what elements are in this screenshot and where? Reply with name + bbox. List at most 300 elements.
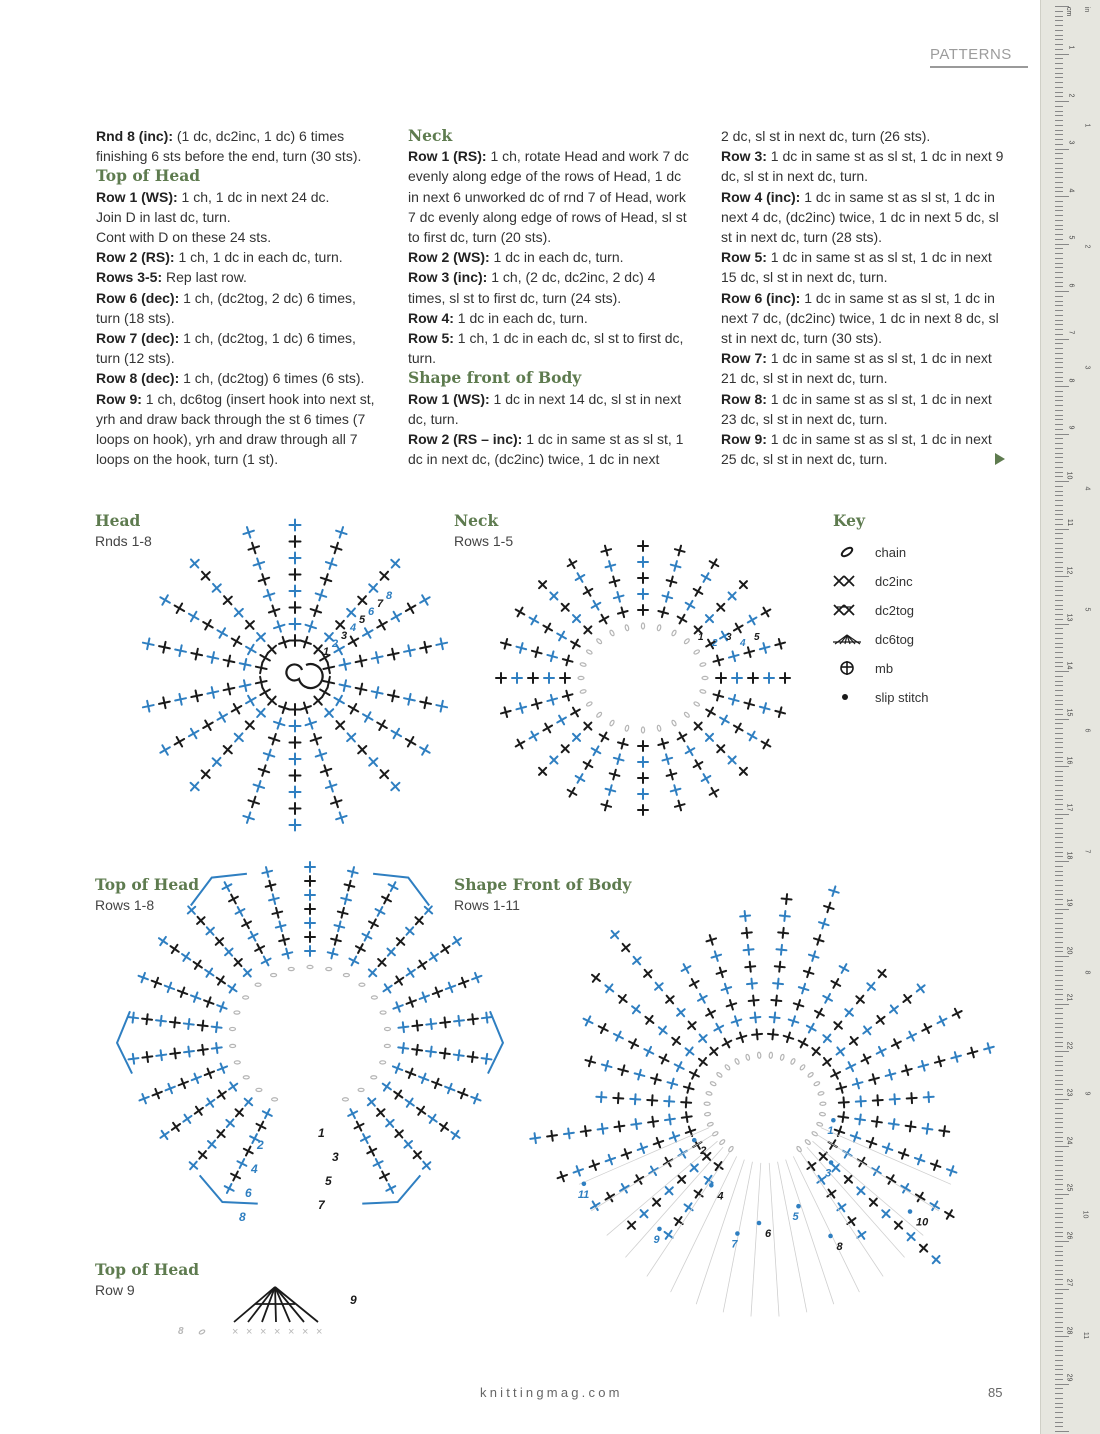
ruler-tick	[1055, 301, 1063, 302]
dc-stitch-icon	[837, 962, 851, 976]
row-number-label: 7	[318, 1198, 325, 1212]
dc-stitch-icon	[346, 701, 361, 716]
chain-icon	[586, 701, 593, 707]
dc-stitch-icon	[206, 651, 219, 664]
dc-stitch-icon	[457, 976, 470, 989]
dc-stitch-icon	[565, 785, 579, 799]
row-text: 1 ch, (dc2tog, 2 dc) 6 times, turn (18 sts).	[96, 289, 356, 326]
dc-stitch-icon: ×	[274, 1326, 281, 1338]
row-text: Join D in last dc, turn.	[96, 208, 231, 225]
dc-stitch-icon	[190, 1072, 203, 1085]
dc-stitch-icon	[874, 1045, 887, 1058]
dc-stitch-icon	[627, 1037, 640, 1050]
ruler-tick	[1055, 1270, 1063, 1271]
key-item-chain	[833, 541, 906, 563]
chain-icon	[326, 967, 332, 970]
ruler-tick	[1055, 761, 1063, 762]
dc-stitch-icon	[767, 1029, 778, 1040]
ruler-tick	[1055, 543, 1063, 544]
dc-stitch-icon	[381, 982, 395, 996]
dc-stitch-icon	[186, 726, 201, 741]
dc-stitch-icon	[597, 1123, 608, 1134]
ruler-tick	[1055, 700, 1063, 701]
dc-stitch-icon	[638, 605, 648, 615]
dc-stitch-icon	[375, 955, 389, 969]
ruler-tick	[1055, 134, 1063, 135]
ruler-tick	[1055, 1403, 1063, 1404]
ruler-tick	[1055, 196, 1069, 197]
dc-stitch-icon	[602, 981, 616, 995]
dc-stitch-icon	[617, 738, 629, 750]
ruler-tick	[1055, 11, 1063, 12]
dc-stitch-icon	[816, 1149, 830, 1163]
dc-stitch-icon	[787, 1015, 800, 1028]
row-number-label: 7	[377, 598, 384, 610]
chain-icon	[343, 973, 349, 976]
dc-stitch-icon	[367, 917, 381, 931]
ruler-tick	[1055, 690, 1063, 691]
dc-stitch-icon	[371, 1157, 384, 1170]
slip-stitch-icon	[735, 1231, 740, 1236]
dc-stitch-icon	[338, 658, 351, 671]
row-number-label: 8	[239, 1210, 246, 1224]
dc-stitch-icon	[232, 1106, 246, 1120]
dc-stitch-icon	[226, 1080, 240, 1094]
key-item-dc6tog	[833, 628, 914, 650]
key-item-label: dc6tog	[875, 631, 915, 647]
dc-stitch-icon	[183, 1046, 194, 1057]
dc-stitch-icon	[652, 979, 666, 993]
dc-stitch-icon	[247, 795, 261, 809]
ruler-tick	[1055, 476, 1063, 477]
row-text: Rep last row.	[162, 269, 247, 286]
dc-stitch-icon	[743, 944, 754, 955]
ruler-cm-label: 18	[1065, 851, 1073, 859]
ruler-tick	[1055, 814, 1069, 815]
row-label: Row 4 (inc):	[721, 188, 801, 205]
dc-stitch-icon	[214, 974, 228, 988]
ruler-tick	[1055, 1255, 1063, 1256]
chain-icon	[796, 1146, 802, 1153]
ruler-tick	[1055, 177, 1063, 178]
pattern-instruction	[96, 389, 382, 470]
chain-icon	[271, 973, 277, 976]
front-body-stitch-diagram	[520, 862, 1010, 1342]
dc-stitch-icon	[683, 598, 697, 612]
dc-stitch-icon	[860, 1023, 874, 1037]
dc-stitch-icon	[440, 1017, 451, 1028]
slip-stitch-icon	[833, 687, 875, 707]
slip-stitch-guide-line	[625, 1147, 723, 1257]
dc-stitch-icon	[641, 967, 655, 981]
ruler-tick	[1055, 182, 1063, 183]
dc-stitch-icon	[704, 705, 718, 719]
dc-stitch-icon	[170, 1048, 181, 1059]
ruler-tick	[1055, 244, 1069, 245]
ruler-tick	[1055, 1122, 1063, 1123]
dc-stitch-icon	[176, 986, 189, 999]
dc-stitch-icon	[732, 673, 742, 683]
chain-icon	[234, 1011, 240, 1014]
dc-stitch-icon	[872, 1095, 883, 1106]
dc-stitch-icon	[699, 571, 713, 585]
dc-stitch-icon	[398, 1022, 409, 1033]
ruler-tick	[1055, 63, 1063, 64]
ruler-tick	[1055, 187, 1063, 188]
key-item-label: mb	[875, 660, 894, 676]
dc-stitch-icon	[707, 557, 721, 571]
dc-stitch-icon	[748, 995, 759, 1006]
dc-stitch-icon	[661, 591, 673, 603]
dc-stitch-icon	[675, 730, 689, 744]
ruler-tick	[1055, 495, 1063, 496]
dc-stitch-icon	[691, 719, 705, 733]
dc-stitch-icon	[322, 661, 335, 674]
ruler-tick	[1055, 381, 1063, 382]
dc-stitch-icon	[672, 1060, 685, 1073]
ruler-tick	[1055, 1355, 1063, 1356]
chain-icon	[684, 638, 691, 645]
key-item-dc2inc	[833, 570, 913, 592]
pattern-instruction	[721, 126, 1007, 146]
dc-stitch-icon	[657, 738, 669, 750]
dc-stitch-icon	[779, 910, 790, 921]
row-text: Cont with D on these 24 sts.	[96, 229, 272, 246]
ruler-tick	[1055, 1189, 1063, 1190]
dc-stitch-icon	[584, 1055, 596, 1067]
dc-stitch-icon	[707, 785, 721, 799]
chain-icon	[804, 1139, 811, 1145]
ruler-tick	[1055, 1336, 1069, 1337]
row-number-label: 2	[257, 1138, 264, 1152]
ruler-tick	[1055, 1426, 1063, 1427]
ruler-tick	[1055, 1118, 1063, 1119]
pattern-instruction	[721, 389, 1007, 429]
chain-icon	[380, 1011, 386, 1014]
row-text: 1 dc in same st as sl st, 1 dc in next 23 dc, sl st in next dc, turn.	[721, 390, 992, 427]
slip-stitch-icon	[757, 1221, 762, 1226]
chain-icon	[813, 1081, 820, 1087]
dc-stitch-icon	[225, 982, 239, 996]
row-text: (1 dc, dc2inc, 1 dc) 6 times finishing 6 sts before the end, turn (30 sts).	[96, 128, 362, 165]
dc-stitch-icon	[253, 705, 269, 721]
chain-icon	[234, 1061, 240, 1064]
chain-icon	[807, 1072, 814, 1078]
dc-stitch-icon	[630, 954, 644, 968]
chain-icon	[371, 1076, 377, 1079]
dc-stitch-icon	[740, 910, 751, 921]
ruler-tick	[1055, 633, 1063, 634]
ruler-tick	[1055, 904, 1063, 905]
ruler-tick	[1055, 581, 1063, 582]
dc-stitch-icon	[128, 1053, 139, 1064]
ruler-tick	[1055, 329, 1063, 330]
dc-stitch-icon	[712, 689, 724, 701]
chain-icon	[820, 1102, 826, 1106]
ruler-inch-label: 2	[1083, 244, 1091, 249]
ruler-tick	[1055, 101, 1069, 102]
dc-stitch-icon	[439, 1048, 450, 1059]
ruler-tick	[1055, 405, 1063, 406]
dc-stitch-icon	[243, 693, 258, 708]
row-number-label: 5	[754, 632, 760, 643]
dc-stitch-icon	[604, 560, 616, 572]
ruler-tick	[1055, 1170, 1063, 1171]
dc-stitch-icon	[426, 1018, 437, 1029]
ruler-tick	[1055, 334, 1063, 335]
dc-stitch-icon	[835, 1082, 847, 1094]
dc-stitch-icon	[685, 1018, 699, 1032]
dc-stitch-icon	[338, 679, 351, 692]
ruler-tick	[1055, 514, 1063, 515]
dc-stitch-icon	[500, 706, 512, 718]
dc-stitch-icon	[527, 613, 541, 627]
dc-stitch-icon	[324, 779, 338, 793]
dc-stitch-icon	[917, 1060, 929, 1072]
ruler-tick	[1055, 975, 1063, 976]
dc-stitch-icon	[242, 525, 256, 539]
chart-sub-neck: Rows 1-5	[454, 533, 514, 549]
dc-stitch-icon	[901, 1064, 913, 1076]
ruler-tick	[1055, 510, 1063, 511]
ruler-inch-label: 9	[1083, 1091, 1091, 1096]
ruler-tick	[1055, 286, 1063, 287]
dc-stitch-icon	[205, 1137, 219, 1151]
ruler-tick	[1055, 1108, 1063, 1109]
row-number-label: 1	[323, 646, 330, 658]
ruler-tick	[1055, 1327, 1063, 1328]
chain-icon	[625, 725, 630, 732]
chain-icon	[272, 1098, 278, 1101]
dc-stitch-icon	[856, 1096, 867, 1107]
dc-stitch-icon	[687, 977, 701, 991]
dc-stitch-icon	[258, 685, 273, 700]
dc-stitch-icon	[581, 719, 595, 733]
pattern-instruction	[408, 429, 694, 469]
dc-stitch-icon	[355, 683, 368, 696]
dc-stitch-icon	[277, 701, 291, 715]
ruler-tick	[1055, 358, 1063, 359]
dc-stitch-icon	[731, 621, 745, 635]
ruler-tick	[1055, 624, 1069, 625]
ruler-tick	[1055, 1232, 1063, 1233]
dc-stitch-icon	[174, 693, 187, 706]
dc-stitch-icon	[254, 1119, 267, 1132]
dc-stitch-icon	[365, 1144, 378, 1157]
ruler-tick	[1055, 139, 1063, 140]
dc2inc-icon	[833, 571, 875, 591]
dc-stitch-icon	[513, 605, 527, 619]
dc-stitch-icon	[403, 693, 416, 706]
dc-stitch-icon	[156, 934, 170, 948]
dc-stitch-icon	[290, 602, 301, 613]
ruler-tick	[1055, 999, 1063, 1000]
dc-stitch-icon	[343, 730, 359, 746]
dc-stitch-icon	[233, 905, 247, 919]
slip-stitch-guide-line	[807, 1147, 905, 1257]
ruler-tick	[1055, 1075, 1063, 1076]
row-text: 1 ch, (dc2tog, 1 dc) 6 times, turn (12 sts).	[96, 330, 356, 367]
dc-stitch-icon	[682, 1044, 696, 1058]
chart-title-top-head: Top of Head	[95, 875, 200, 894]
dc-stitch-icon	[321, 705, 337, 721]
row-label: Row 4:	[408, 309, 454, 326]
row-label: Row 7 (dec):	[96, 330, 180, 347]
ruler-tick	[1055, 1431, 1069, 1432]
dc-stitch-icon	[333, 920, 345, 932]
dc-stitch-icon	[555, 713, 569, 727]
chart-sub-head: Rnds 1-8	[95, 533, 152, 549]
ruler-tick	[1055, 899, 1063, 900]
ruler-tick	[1055, 1241, 1069, 1242]
dc-stitch-icon	[305, 890, 315, 900]
dc-stitch-icon	[142, 1051, 153, 1062]
ruler-cm-label: 20	[1065, 946, 1073, 954]
chain-icon	[371, 996, 377, 999]
dc-stitch-icon	[392, 1001, 405, 1014]
ruler-tick	[1055, 823, 1063, 824]
ruler-tick	[1055, 571, 1063, 572]
dc-stitch-icon	[253, 942, 267, 956]
ruler-tick	[1055, 310, 1063, 311]
ruler-tick	[1055, 153, 1063, 154]
slip-stitch-guide-line	[647, 1152, 730, 1276]
dc-stitch-icon	[281, 947, 293, 959]
dc-stitch-icon	[668, 1131, 681, 1144]
dc-stitch-icon	[404, 1067, 417, 1080]
dc-stitch-icon	[150, 976, 163, 989]
dc-stitch-icon	[271, 907, 283, 919]
dc-stitch-icon	[774, 638, 786, 650]
ruler-tick	[1055, 448, 1063, 449]
slip-stitch-icon	[829, 1160, 834, 1165]
slip-stitch-guide-line	[800, 1152, 883, 1276]
chart-title-top-head-row9: Top of Head	[95, 1260, 200, 1279]
dc-stitch-icon	[842, 1005, 856, 1019]
dc-stitch-icon	[833, 1044, 847, 1058]
dc-stitch-icon	[290, 619, 301, 630]
row-text: 1 dc in same st as sl st, 1 dc in next dc, (dc2inc) twice, 1 dc in next	[408, 431, 684, 468]
dc-stitch-icon	[305, 918, 315, 928]
ruler-cm-label: 8	[1067, 378, 1075, 382]
dc-stitch-icon	[179, 950, 193, 964]
ruler-tick	[1055, 1137, 1063, 1138]
dc-stitch-icon	[905, 1121, 916, 1132]
dc-stitch-icon	[597, 1022, 610, 1035]
chain-icon	[780, 1054, 785, 1061]
dc-stitch-icon	[242, 811, 256, 825]
ruler-tick	[1055, 225, 1063, 226]
dc-stitch-icon	[258, 650, 273, 665]
dc-stitch-icon	[187, 556, 203, 572]
dc-stitch-icon	[929, 1253, 943, 1267]
ruler-tick	[1055, 49, 1063, 50]
row-label: Row 8:	[721, 390, 767, 407]
ruler-tick	[1055, 1032, 1063, 1033]
ruler-tick	[1055, 847, 1063, 848]
dc-stitch-icon	[630, 1094, 641, 1105]
ruler-tick	[1055, 1365, 1063, 1366]
ruler-tick	[1055, 1065, 1063, 1066]
dc-stitch-icon	[613, 591, 625, 603]
row-number-label: 3	[341, 630, 348, 642]
row-text: 1 dc in next 14 dc, sl st in next dc, turn.	[408, 390, 682, 427]
ruler-tick	[1055, 144, 1063, 145]
dc-stitch-icon	[865, 1136, 878, 1149]
dc-stitch-icon	[469, 1092, 482, 1105]
chain-icon	[586, 649, 593, 655]
row-label: Row 1 (WS):	[408, 390, 490, 407]
dc-stitch-icon	[716, 673, 726, 683]
dc-stitch-icon	[223, 1116, 237, 1130]
row-number-label: 3	[825, 1167, 832, 1180]
dc-stitch-icon	[190, 689, 203, 702]
slip-stitch-guide-line	[821, 1128, 951, 1185]
ruler-tick	[1055, 1156, 1063, 1157]
pattern-instruction	[721, 247, 1007, 287]
dc-stitch-icon	[705, 934, 718, 947]
dc-stitch-icon	[681, 1097, 692, 1108]
ruler-tick	[1055, 1293, 1063, 1294]
dc-stitch-icon	[151, 1087, 164, 1100]
ruler-tick	[1055, 923, 1063, 924]
dc-stitch-icon: ×	[288, 1326, 295, 1338]
dc-stitch-icon	[735, 1031, 748, 1044]
dc-stitch-icon	[265, 880, 277, 892]
dc-stitch-icon	[633, 1069, 645, 1081]
chain-icon	[700, 662, 707, 667]
dc-stitch-icon	[581, 758, 595, 772]
ruler-tick	[1055, 1018, 1063, 1019]
neck-stitch-diagram	[478, 518, 808, 838]
ruler-tick	[1055, 652, 1063, 653]
chain-icon	[609, 720, 615, 727]
dc-stitch-icon	[531, 646, 543, 658]
dc-stitch-icon	[314, 588, 328, 602]
dc-stitch-icon	[412, 1044, 423, 1055]
row-number-label: 5	[325, 1174, 332, 1188]
dc-stitch-icon	[206, 686, 219, 699]
dc-stitch-icon	[330, 934, 342, 946]
dc-stitch-icon	[771, 995, 782, 1006]
dc-stitch-icon	[528, 673, 538, 683]
ruler-tick	[1055, 1346, 1063, 1347]
chart-title-front-body: Shape Front of Body	[454, 875, 632, 894]
dc-stitch-icon	[792, 999, 805, 1012]
dc-stitch-icon	[674, 799, 686, 811]
ruler-tick	[1055, 457, 1063, 458]
chain-icon	[719, 1139, 726, 1145]
ruler-tick	[1055, 780, 1063, 781]
ruler-tick	[1055, 1175, 1063, 1176]
page-number: 85	[988, 1385, 1003, 1400]
dc-stitch-icon	[841, 1172, 855, 1186]
key-item-mb	[833, 657, 893, 679]
ruler-tick	[1055, 538, 1063, 539]
dc-stitch-icon	[875, 967, 889, 981]
row-label: Row 1 (RS):	[408, 148, 487, 165]
dc-stitch-icon	[515, 642, 527, 654]
dc-stitch-icon	[347, 866, 359, 878]
ruler-tick	[1055, 1061, 1063, 1062]
dc-stitch-icon	[186, 1158, 200, 1172]
dc-stitch-icon	[347, 954, 361, 968]
dc-stitch-icon	[304, 717, 318, 731]
dc-stitch-icon	[403, 924, 417, 938]
slip-stitch-guide-line	[723, 1162, 752, 1313]
ruler-tick	[1055, 647, 1063, 648]
ruler-tick	[1055, 434, 1069, 435]
